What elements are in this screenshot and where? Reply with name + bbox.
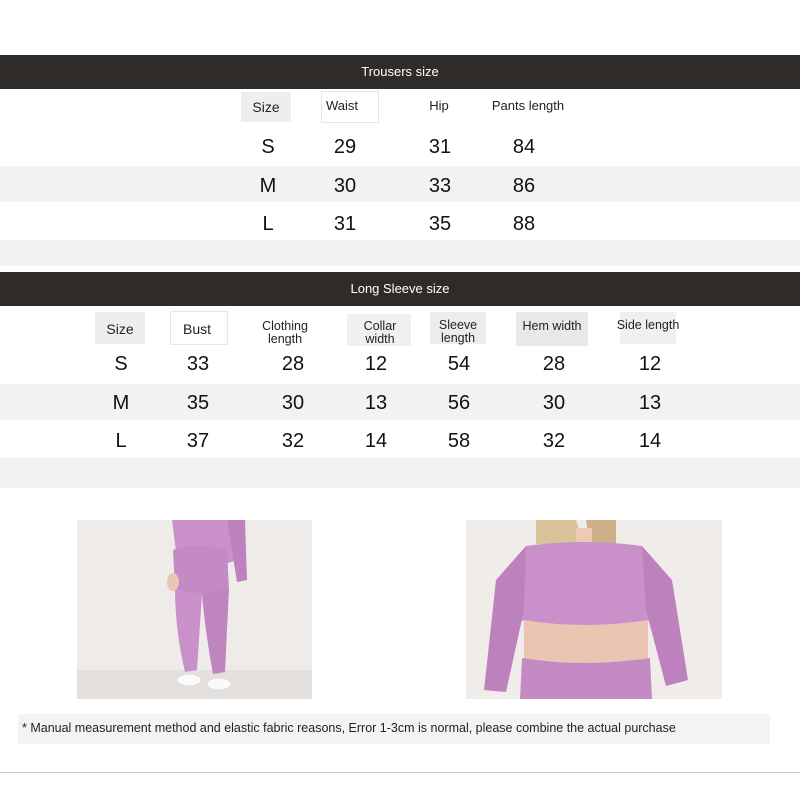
hem-width-cell: 28 xyxy=(542,353,566,375)
sleeve-title: Long Sleeve size xyxy=(350,281,450,296)
trousers-header-row xyxy=(0,89,800,125)
size-cell: S xyxy=(261,136,275,158)
table-row xyxy=(0,346,800,382)
pants-length-cell: 88 xyxy=(512,213,536,235)
hem-width-cell: 32 xyxy=(542,430,566,452)
bust-cell: 37 xyxy=(186,430,210,452)
bust-cell: 35 xyxy=(186,392,210,414)
side-length-cell: 14 xyxy=(638,430,662,452)
hip-cell: 31 xyxy=(428,136,452,158)
collar-width-cell: 14 xyxy=(364,430,388,452)
pants-length-cell: 86 xyxy=(512,175,536,197)
sleeve-header-bust: Bust xyxy=(182,321,212,337)
trousers-header-hip: Hip xyxy=(429,98,449,113)
sleeve-header-collar-width: Collar width xyxy=(363,319,397,346)
sleeve-length-cell: 54 xyxy=(447,353,471,375)
size-cell: S xyxy=(114,353,128,375)
sleeve-header-sleeve-length: Sleeve length xyxy=(438,318,478,345)
clothing-length-cell: 28 xyxy=(281,353,305,375)
hem-width-cell: 30 xyxy=(542,392,566,414)
divider xyxy=(0,772,800,773)
size-cell: L xyxy=(115,430,127,452)
clothing-length-cell: 32 xyxy=(281,430,305,452)
waist-cell: 29 xyxy=(333,136,357,158)
waist-cell: 31 xyxy=(333,213,357,235)
clothing-length-cell: 30 xyxy=(281,392,305,414)
sleeve-title-bar xyxy=(0,272,800,306)
hip-cell: 35 xyxy=(428,213,452,235)
measurement-note: * Manual measurement method and elastic fabric reasons, Error 1-3cm is normal, please combine the actual purchase xyxy=(18,714,770,744)
pants-length-cell: 84 xyxy=(512,136,536,158)
size-cell: M xyxy=(259,175,277,197)
hip-cell: 33 xyxy=(428,175,452,197)
sleeve-length-cell: 56 xyxy=(447,392,471,414)
sleeve-header-row xyxy=(0,308,800,348)
side-length-cell: 13 xyxy=(638,392,662,414)
table-row xyxy=(0,422,800,458)
sleeve-header-side-length: Side length xyxy=(616,318,680,332)
table-row xyxy=(0,128,800,164)
table-row xyxy=(0,204,800,240)
sleeve-header-size: Size xyxy=(106,321,134,337)
table-row xyxy=(0,166,800,202)
sleeve-header-clothing-length: Clothing length xyxy=(262,319,308,346)
table-spacer-row xyxy=(0,240,800,266)
size-cell: M xyxy=(112,392,130,414)
trousers-header-waist: Waist xyxy=(325,98,359,113)
table-spacer-row xyxy=(0,458,800,488)
trousers-header-size: Size xyxy=(252,99,280,115)
leggings-photo xyxy=(77,520,312,699)
collar-width-cell: 13 xyxy=(364,392,388,414)
size-cell: L xyxy=(262,213,274,235)
table-row xyxy=(0,384,800,420)
sleeve-header-hem-width: Hem width xyxy=(522,319,582,333)
trousers-title: Trousers size xyxy=(361,64,439,79)
sleeve-length-cell: 58 xyxy=(447,430,471,452)
waist-cell: 30 xyxy=(333,175,357,197)
trousers-title-bar xyxy=(0,55,800,89)
trousers-header-pants-length: Pants length xyxy=(491,98,565,113)
top-photo xyxy=(466,520,722,699)
bust-cell: 33 xyxy=(186,353,210,375)
collar-width-cell: 12 xyxy=(364,353,388,375)
side-length-cell: 12 xyxy=(638,353,662,375)
